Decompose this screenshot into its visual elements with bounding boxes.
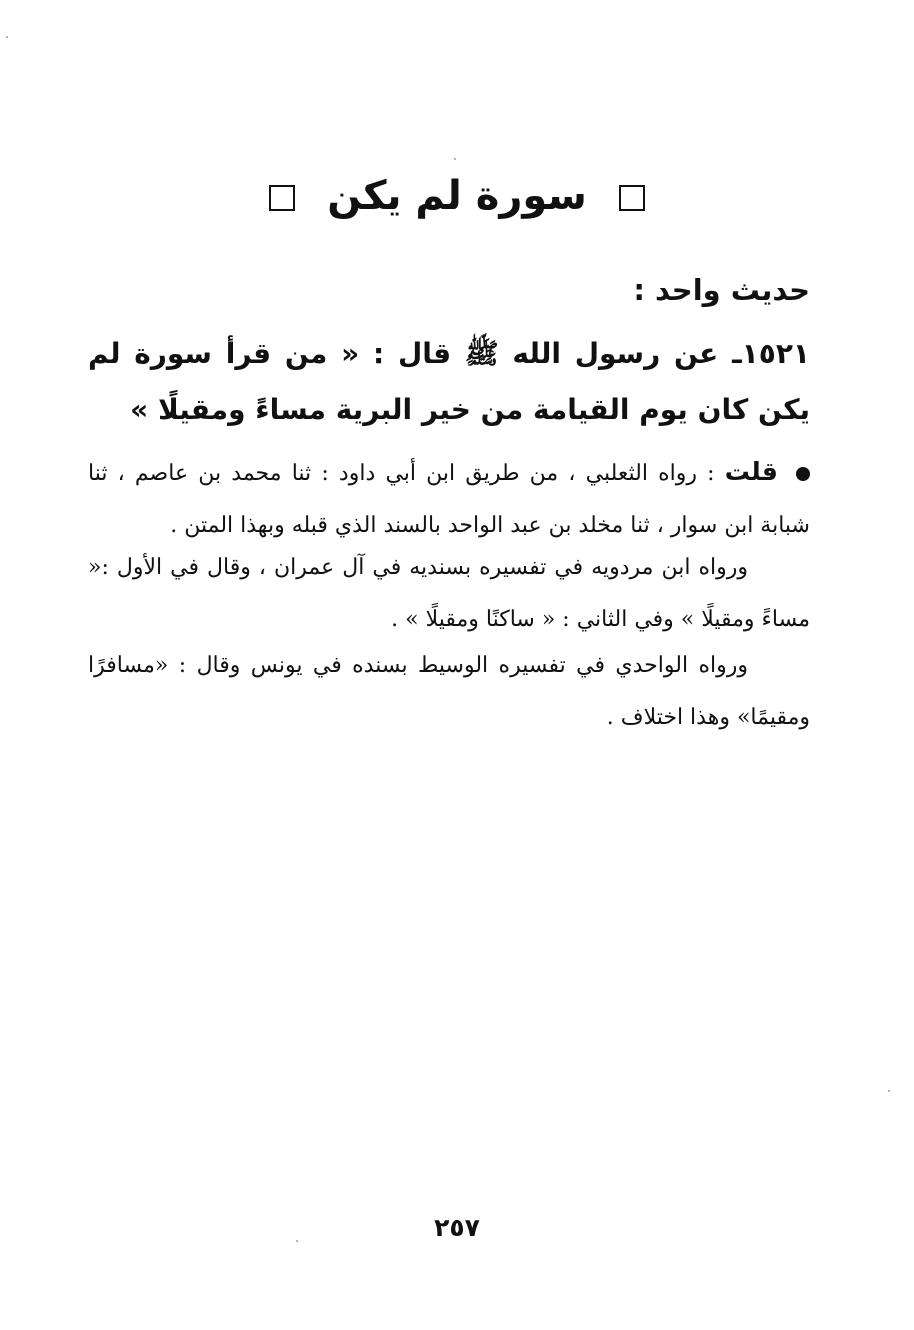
page-speck-right bbox=[888, 1090, 890, 1092]
page-speck-left bbox=[6, 36, 8, 38]
section-heading: حديث واحد : bbox=[633, 273, 810, 307]
bullet-icon bbox=[796, 467, 810, 481]
commentary-paragraph-1 bbox=[88, 446, 810, 552]
commentary-lead: قلت bbox=[724, 457, 778, 486]
hadith-text: ١٥٢١ـ عن رسول الله ﷺ قال : « من قرأ سورة لم يكن كان يوم القيامة من خير البرية مساءً ومقيلًا » bbox=[88, 337, 810, 426]
commentary-paragraph-1-text: : رواه الثعلبي ، من طريق ابن أبي داود : ثنا محمد بن عاصم ، ثنا شبابة ابن سوار ، ثنا مخلد بن عبد الواحد بالسند الذي قبله وبهذا المتن . bbox=[88, 461, 810, 538]
chapter-title bbox=[0, 166, 914, 226]
commentary-paragraph-3: ورواه الواحدي في تفسيره الوسيط بسنده في يونس وقال : «مسافرًا ومقيمًا» وهذا اختلاف . bbox=[88, 653, 810, 730]
title-box-ornament-left bbox=[269, 185, 295, 211]
chapter-title-text: سورة لم يكن bbox=[327, 173, 587, 219]
title-box-ornament-right bbox=[619, 185, 645, 211]
page-number: ٢٥٧ bbox=[434, 1213, 480, 1242]
commentary-paragraph-2: ورواه ابن مردويه في تفسيره بسنديه في آل عمران ، وقال في الأول :« مساءً ومقيلًا » وفي الثاني : « ساكنًا ومقيلًا » . bbox=[88, 555, 810, 632]
page-speck-top bbox=[454, 158, 456, 160]
